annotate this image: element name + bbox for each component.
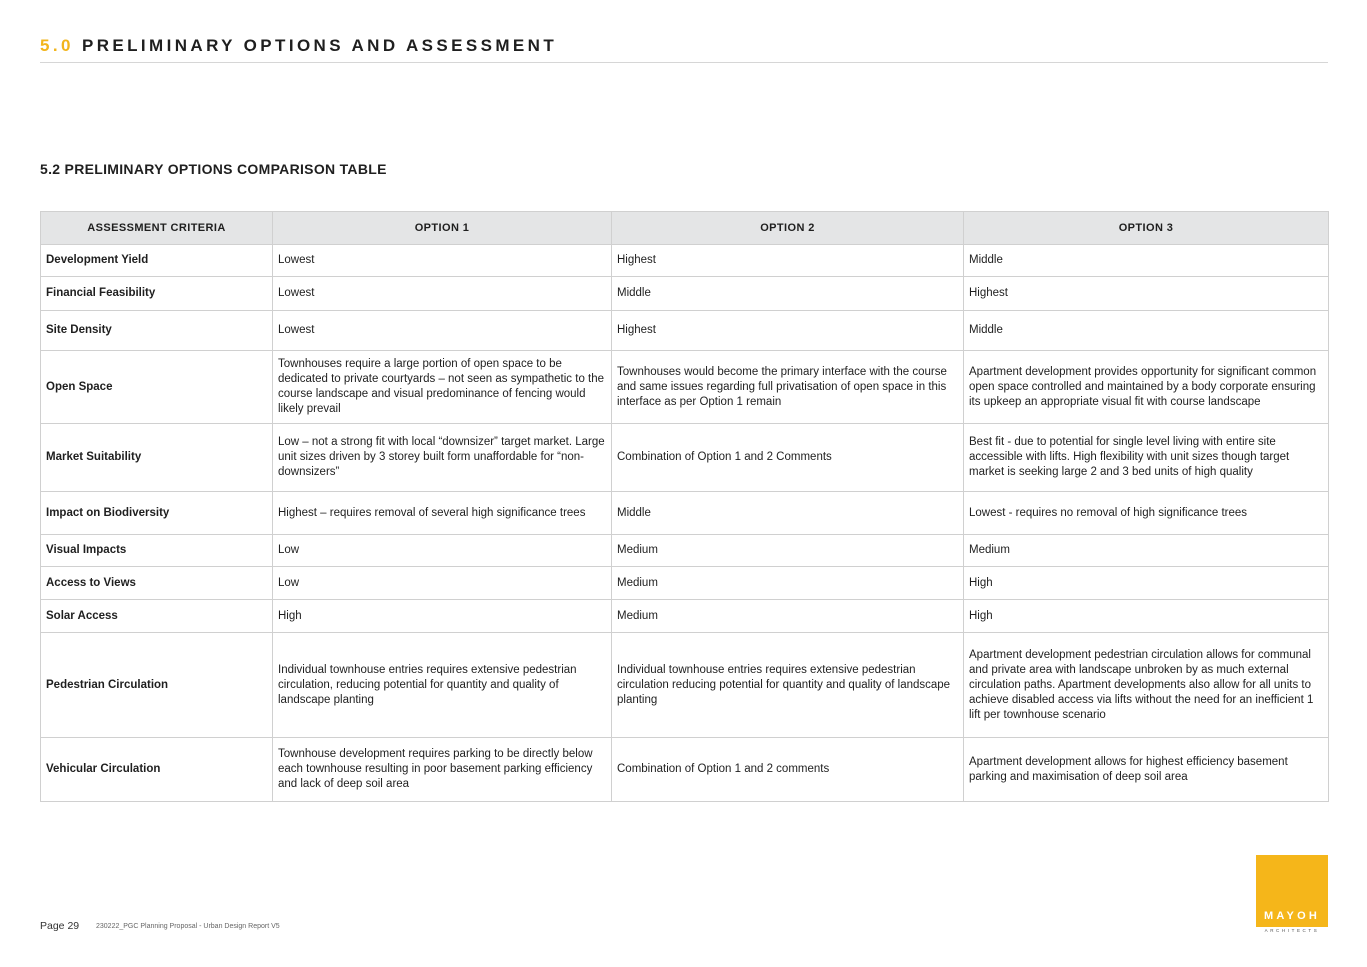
option-2-cell: Medium	[612, 535, 964, 567]
table-row	[41, 535, 1329, 567]
criteria-cell: Financial Feasibility	[41, 277, 273, 311]
table-row	[41, 567, 1329, 600]
option-3-cell: Apartment development allows for highest efficiency basement parking and maximisation of deep soil area	[964, 738, 1329, 802]
column-header-option-1: OPTION 1	[273, 212, 612, 245]
option-2-cell: Highest	[612, 311, 964, 351]
options-comparison-table	[40, 211, 1329, 802]
option-1-cell: High	[273, 600, 612, 633]
table-row	[41, 311, 1329, 351]
option-1-cell: Low	[273, 567, 612, 600]
option-3-cell: Apartment development provides opportunity for significant common open space controlled and maintained by a body corporate ensuring its upkeep an appropriate visual fit with course landscape	[964, 351, 1329, 424]
criteria-cell: Access to Views	[41, 567, 273, 600]
mayoh-logo	[1256, 855, 1328, 927]
page-number: Page 29	[40, 920, 80, 932]
option-1-cell: Townhouses require a large portion of open space to be dedicated to private courtyards – not seen as sympathetic to the course landscape and visual predominance of fencing would likely prevail	[273, 351, 612, 424]
table-row	[41, 277, 1329, 311]
option-3-cell: Middle	[964, 245, 1329, 277]
criteria-cell: Open Space	[41, 351, 273, 424]
table-row	[41, 492, 1329, 535]
section-number: 5.0	[40, 36, 74, 55]
option-3-cell: Best fit - due to potential for single level living with entire site accessible with lifts. High flexibility with unit sizes though target market is seeking large 2 and 3 bed units of high quality	[964, 424, 1329, 492]
table-header-row	[41, 212, 1329, 245]
table-row	[41, 633, 1329, 738]
table-row	[41, 424, 1329, 492]
option-2-cell: Townhouses would become the primary interface with the course and same issues regarding full privatisation of open space in this interface as per Option 1 remain	[612, 351, 964, 424]
option-1-cell: Lowest	[273, 311, 612, 351]
criteria-cell: Development Yield	[41, 245, 273, 277]
column-header-option-2: OPTION 2	[612, 212, 964, 245]
option-1-cell: Individual townhouse entries requires extensive pedestrian circulation, reducing potential for quantity and quality of landscape planting	[273, 633, 612, 738]
criteria-cell: Market Suitability	[41, 424, 273, 492]
criteria-cell: Solar Access	[41, 600, 273, 633]
page-header	[40, 36, 1328, 63]
option-2-cell: Medium	[612, 600, 964, 633]
criteria-cell: Pedestrian Circulation	[41, 633, 273, 738]
option-1-cell: Low – not a strong fit with local “downsizer” target market. Large unit sizes driven by 3 storey built form unaffordable for “non-downsizers”	[273, 424, 612, 492]
comparison-table-container	[40, 211, 1328, 802]
criteria-cell: Vehicular Circulation	[41, 738, 273, 802]
option-3-cell: Lowest - requires no removal of high significance trees	[964, 492, 1329, 535]
option-1-cell: Highest – requires removal of several high significance trees	[273, 492, 612, 535]
option-2-cell: Middle	[612, 492, 964, 535]
option-1-cell: Townhouse development requires parking to be directly below each townhouse resulting in poor basement parking efficiency and lack of deep soil area	[273, 738, 612, 802]
column-header-criteria: ASSESSMENT CRITERIA	[41, 212, 273, 245]
option-2-cell: Highest	[612, 245, 964, 277]
option-2-cell: Combination of Option 1 and 2 comments	[612, 738, 964, 802]
option-2-cell: Middle	[612, 277, 964, 311]
subsection-title: 5.2 PRELIMINARY OPTIONS COMPARISON TABLE	[40, 161, 387, 177]
option-2-cell: Medium	[612, 567, 964, 600]
table-row	[41, 738, 1329, 802]
criteria-cell: Visual Impacts	[41, 535, 273, 567]
option-1-cell: Lowest	[273, 245, 612, 277]
section-heading-text: PRELIMINARY OPTIONS AND ASSESSMENT	[81, 36, 558, 55]
option-3-cell: Highest	[964, 277, 1329, 311]
option-3-cell: Middle	[964, 311, 1329, 351]
table-row	[41, 600, 1329, 633]
option-2-cell: Individual townhouse entries requires extensive pedestrian circulation reducing potential for quantity and quality of landscape planting	[612, 633, 964, 738]
criteria-cell: Site Density	[41, 311, 273, 351]
option-3-cell: High	[964, 600, 1329, 633]
option-1-cell: Low	[273, 535, 612, 567]
option-1-cell: Lowest	[273, 277, 612, 311]
logo-name: MAYOH	[1264, 910, 1320, 922]
option-3-cell: Apartment development pedestrian circulation allows for communal and private area with landscape unbroken by as much external circulation paths. Apartment developments also allow for all units to achieve disabled access via lifts without the need for an inefficient 1 lift per townhouse scenario	[964, 633, 1329, 738]
option-3-cell: High	[964, 567, 1329, 600]
page-heading	[40, 36, 1328, 56]
option-3-cell: Medium	[964, 535, 1329, 567]
column-header-option-3: OPTION 3	[964, 212, 1329, 245]
table-row	[41, 245, 1329, 277]
logo-subtitle: ARCHITECTS	[1264, 928, 1320, 933]
document-reference: 230222_PGC Planning Proposal - Urban Design Report V5	[96, 923, 280, 930]
option-2-cell: Combination of Option 1 and 2 Comments	[612, 424, 964, 492]
criteria-cell: Impact on Biodiversity	[41, 492, 273, 535]
table-row	[41, 351, 1329, 424]
